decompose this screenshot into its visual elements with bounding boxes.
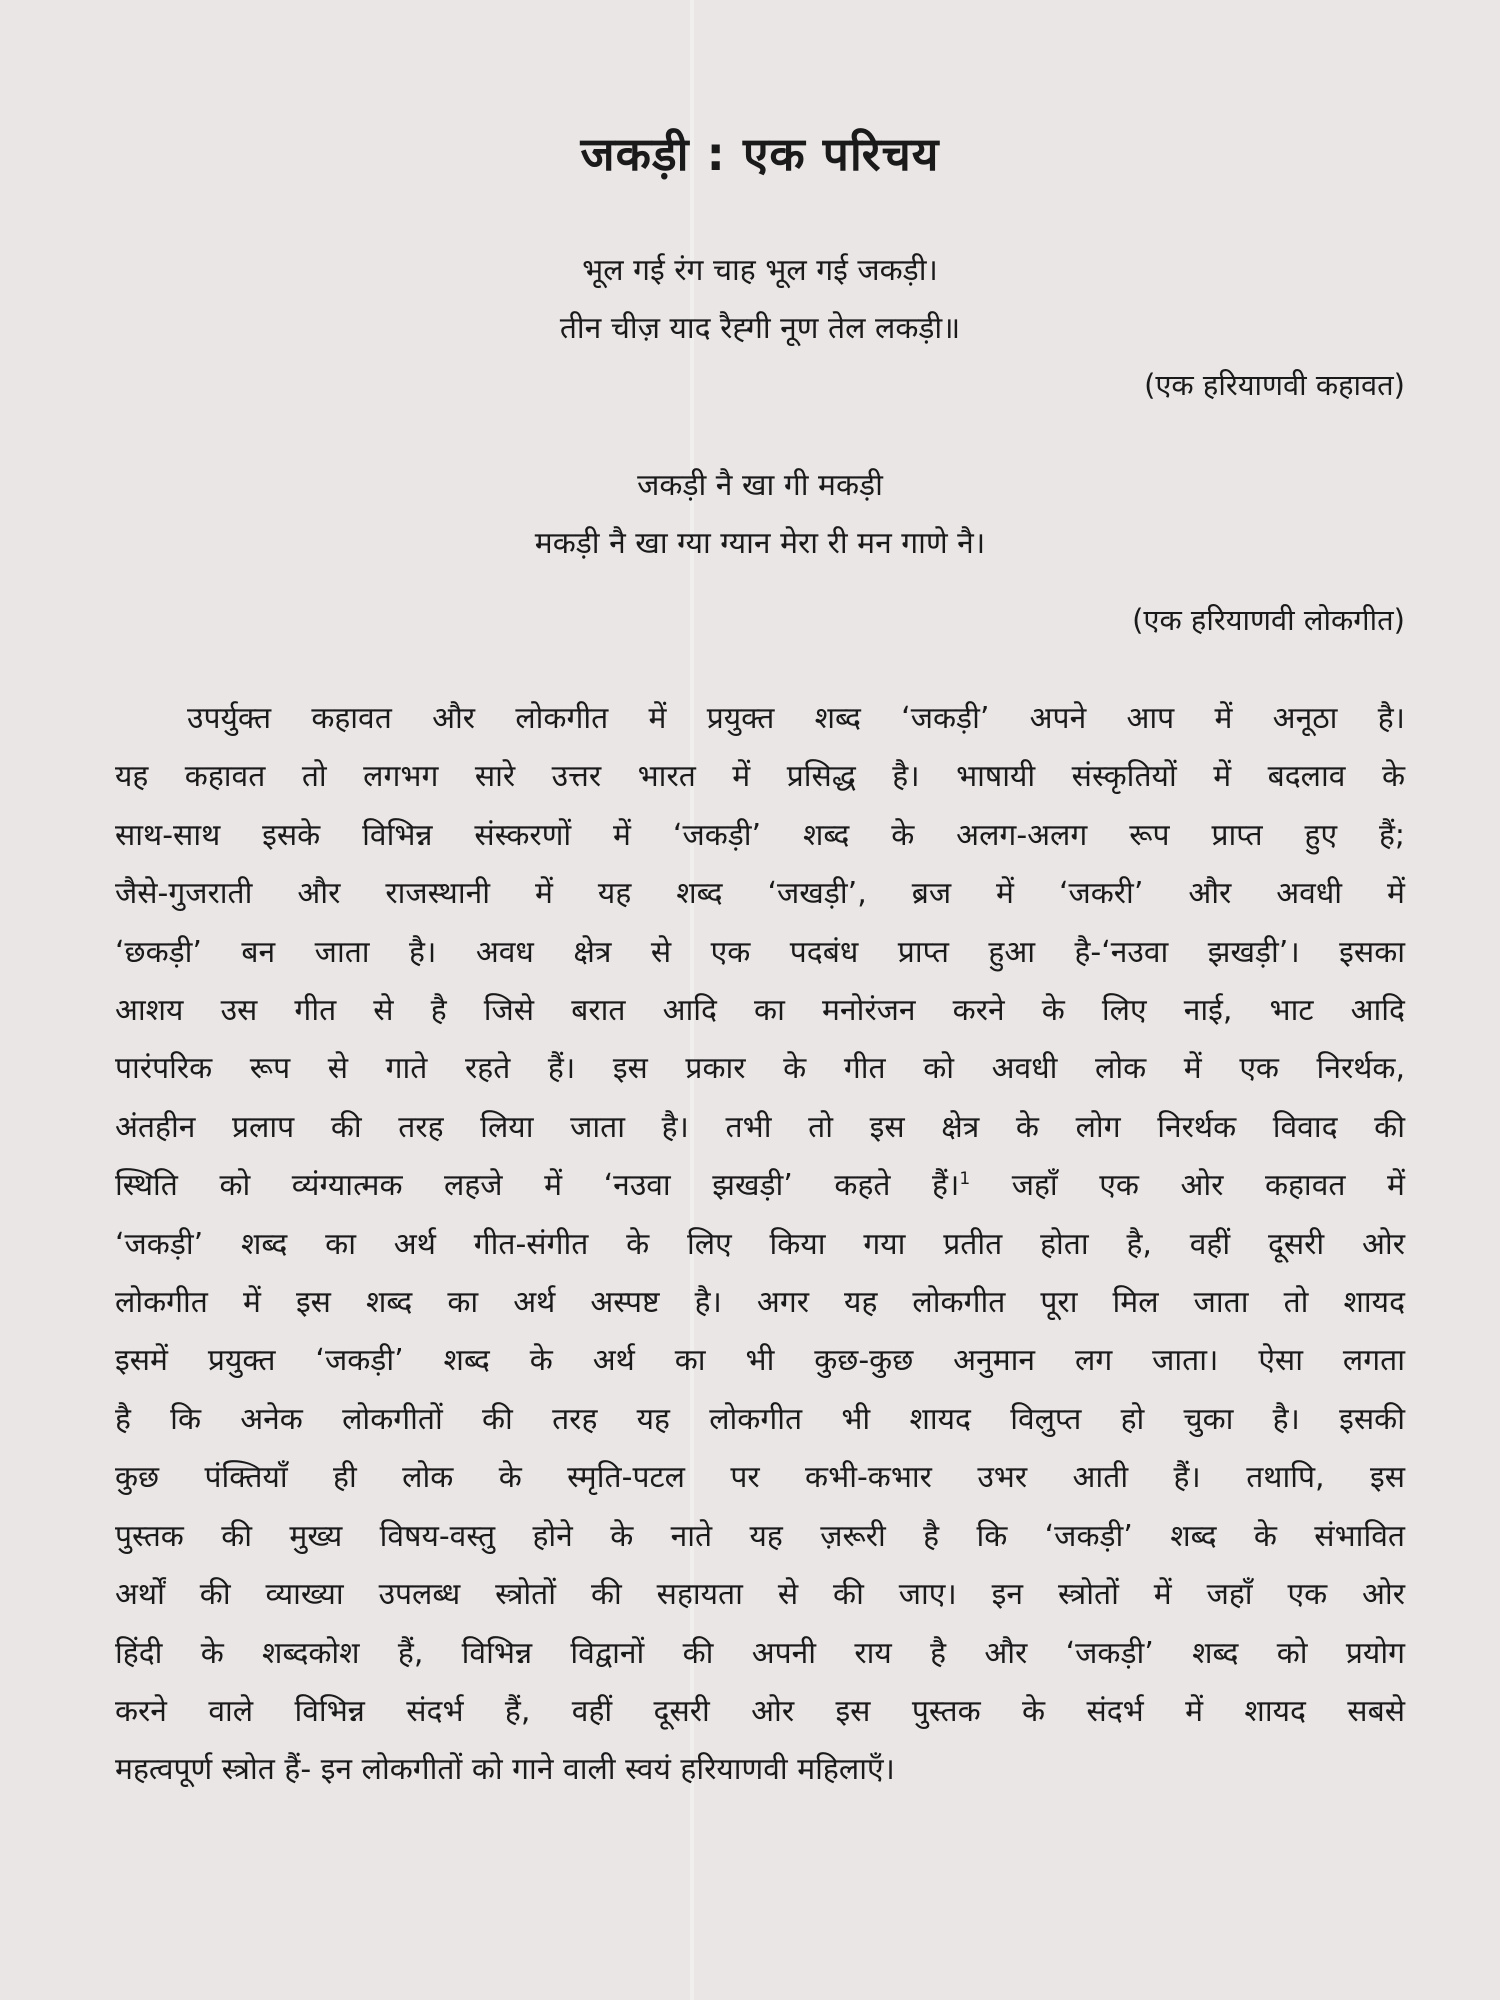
- paragraph-line: साथ-साथ इसके विभिन्न संस्करणों में ‘जकड़ी’ शब्द के अलग-अलग रूप प्राप्त हुए हैं;: [115, 817, 1405, 853]
- paragraph-line: उपर्युक्त कहावत और लोकगीत में प्रयुक्त शब्द ‘जकड़ी’ अपने आप में अनूठा है।: [187, 701, 1405, 736]
- paragraph-line: इसमें प्रयुक्त ‘जकड़ी’ शब्द के अर्थ का भी कुछ-कुछ अनुमान लग जाता। ऐसा लगता: [115, 1343, 1405, 1379]
- epigraph-folksong-line-1: जकड़ी नै खा गी मकड़ी: [637, 468, 883, 503]
- paragraph-line: लोकगीत में इस शब्द का अर्थ अस्पष्ट है। अगर यह लोकगीत पूरा मिल जाता तो शायद: [115, 1285, 1405, 1321]
- footnote-marker[interactable]: 1: [959, 1169, 971, 1190]
- epigraph-proverb-line-1: भूल गई रंग चाह भूल गई जकड़ी।: [582, 253, 938, 288]
- paragraph-line: ‘छकड़ी’ बन जाता है। अवध क्षेत्र से एक पदबंध प्राप्त हुआ है-‘नउवा झखड़ी’। इसका: [115, 934, 1405, 970]
- paragraph-line-text: स्थिति को व्यंग्यात्मक लहजे में ‘नउवा झखड़ी’ कहते हैं।: [115, 1168, 960, 1204]
- paragraph-line: अर्थों की व्याख्या उपलब्ध स्त्रोतों की सहायता से की जाए। इन स्त्रोतों में जहाँ एक ओर: [115, 1577, 1405, 1613]
- paragraph-line: यह कहावत तो लगभग सारे उत्तर भारत में प्रसिद्ध है। भाषायी संस्कृतियों में बदलाव के: [115, 759, 1405, 795]
- paragraph-line: कुछ पंक्तियाँ ही लोक के स्मृति-पटल पर कभी-कभार उभर आती हैं। तथापि, इस: [115, 1460, 1405, 1496]
- body-paragraph: [115, 690, 1405, 1800]
- book-page: [115, 100, 1405, 1940]
- epigraph-folksong-line-2: मकड़ी नै खा ग्या ग्यान मेरा री मन गाणे नै।: [534, 526, 986, 561]
- paragraph-line: करने वाले विभिन्न संदर्भ हैं, वहीं दूसरी ओर इस पुस्तक के संदर्भ में शायद सबसे: [115, 1693, 1405, 1729]
- paragraph-line: हिंदी के शब्दकोश हैं, विभिन्न विद्वानों की अपनी राय है और ‘जकड़ी’ शब्द को प्रयोग: [115, 1635, 1405, 1671]
- epigraph-proverb: [115, 242, 1405, 358]
- epigraph-folksong: [115, 457, 1405, 573]
- epigraph-proverb-line-2: तीन चीज़ याद रैह्गी नूण तेल लकड़ी॥: [559, 311, 961, 346]
- paragraph-line-continuation: जहाँ एक ओर कहावत में: [1011, 1168, 1405, 1204]
- paragraph-line-last: महत्वपूर्ण स्त्रोत हैं- इन लोकगीतों को गाने वाली स्वयं हरियाणवी महिलाएँ।: [115, 1752, 895, 1788]
- paragraph-line: पुस्तक की मुख्य विषय-वस्तु होने के नाते यह ज़रूरी है कि ‘जकड़ी’ शब्द के संभावित: [115, 1518, 1405, 1554]
- epigraph-folksong-attribution: (एक हरियाणवी लोकगीत): [1132, 603, 1405, 637]
- epigraph-proverb-attribution: (एक हरियाणवी कहावत): [1144, 368, 1405, 402]
- paragraph-line: जैसे-गुजराती और राजस्थानी में यह शब्द ‘जखड़ी’, ब्रज में ‘जकरी’ और अवधी में: [115, 876, 1405, 912]
- paragraph-line: पारंपरिक रूप से गाते रहते हैं। इस प्रकार के गीत को अवधी लोक में एक निरर्थक,: [115, 1051, 1405, 1087]
- chapter-title: जकड़ी : एक परिचय: [580, 127, 940, 181]
- paragraph-line: अंतहीन प्रलाप की तरह लिया जाता है। तभी तो इस क्षेत्र के लोग निरर्थक विवाद की: [115, 1109, 1405, 1145]
- paragraph-line: ‘जकड़ी’ शब्द का अर्थ गीत-संगीत के लिए किया गया प्रतीत होता है, वहीं दूसरी ओर: [115, 1226, 1405, 1262]
- paragraph-line-with-footnote: [115, 1157, 1405, 1215]
- paragraph-line: है कि अनेक लोकगीतों की तरह यह लोकगीत भी शायद विलुप्त हो चुका है। इसकी: [115, 1401, 1405, 1437]
- paragraph-line: आशय उस गीत से है जिसे बरात आदि का मनोरंजन करने के लिए नाई, भाट आदि: [115, 993, 1405, 1029]
